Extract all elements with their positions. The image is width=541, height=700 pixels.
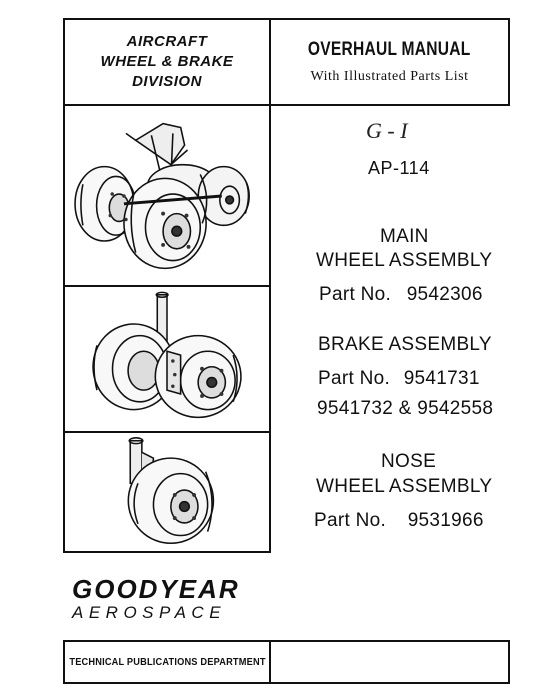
logo-line-1: GOODYEAR bbox=[72, 574, 240, 604]
brake-extra-parts: 9541732 & 9542558 bbox=[317, 398, 494, 419]
logo-line-2: AEROSPACE bbox=[72, 603, 227, 622]
nose-wheel-illustration-panel bbox=[63, 431, 271, 553]
division-line-2: WHEEL & BRAKE bbox=[100, 53, 234, 70]
main-wheel-part-label: Part No. bbox=[319, 284, 392, 305]
nose-wheel-illustration bbox=[65, 433, 269, 551]
goodyear-logo bbox=[72, 575, 267, 623]
brake-assembly-illustration bbox=[65, 287, 269, 431]
department-box bbox=[63, 640, 271, 684]
manual-subtitle: With Illustrated Parts List bbox=[310, 69, 469, 84]
brake-part-label: Part No. bbox=[318, 368, 391, 389]
nose-wheel-part-row bbox=[314, 510, 484, 532]
main-landing-gear-illustration bbox=[65, 106, 269, 285]
division-line-1: AIRCRAFT bbox=[126, 33, 208, 50]
handwritten-mark: G - I bbox=[366, 118, 408, 143]
main-wheel-line-2: WHEEL ASSEMBLY bbox=[316, 250, 493, 271]
brake-line-1: BRAKE ASSEMBLY bbox=[318, 334, 492, 355]
brake-part-row bbox=[318, 368, 480, 390]
division-box bbox=[63, 18, 271, 106]
main-wheel-part-number: 9542306 bbox=[406, 284, 483, 305]
division-line-3: DIVISION bbox=[132, 73, 202, 90]
nose-wheel-part-label: Part No. bbox=[314, 510, 387, 531]
main-wheel-line-1: MAIN bbox=[380, 226, 429, 247]
nose-wheel-line-2: WHEEL ASSEMBLY bbox=[316, 476, 493, 497]
manual-title-box bbox=[269, 18, 510, 106]
document-number: AP-114 bbox=[368, 158, 430, 178]
main-gear-illustration-panel bbox=[63, 104, 271, 287]
department-label: TECHNICAL PUBLICATIONS DEPARTMENT bbox=[68, 656, 266, 668]
main-wheel-part-row bbox=[319, 284, 483, 306]
brake-illustration-panel bbox=[63, 285, 271, 433]
footer-empty-box bbox=[269, 640, 510, 684]
nose-wheel-part-number: 9531966 bbox=[407, 510, 484, 531]
nose-wheel-line-1: NOSE bbox=[381, 451, 437, 472]
brake-part-number: 9541731 bbox=[403, 368, 480, 389]
manual-title: OVERHAUL MANUAL bbox=[308, 39, 471, 60]
